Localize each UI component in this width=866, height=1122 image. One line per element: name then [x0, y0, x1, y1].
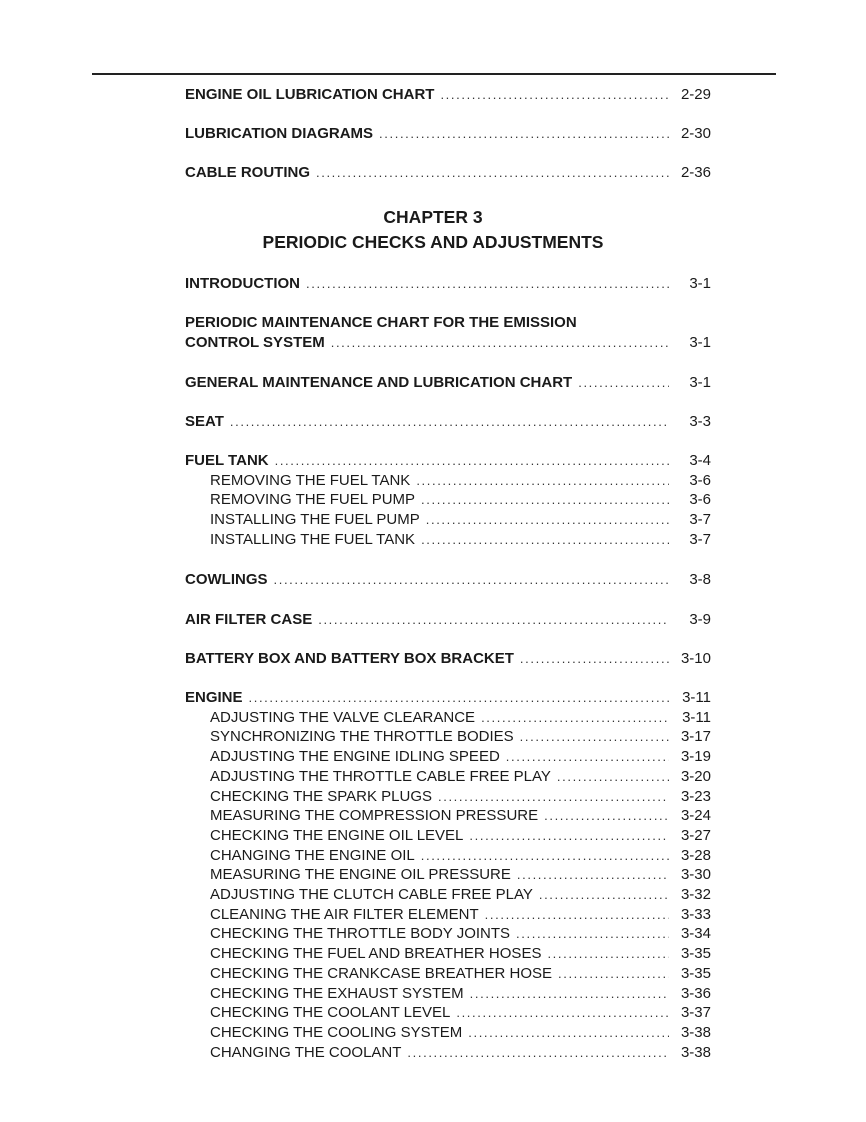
entry-title: ADJUSTING THE CLUTCH CABLE FREE PLAY [210, 886, 533, 904]
toc-subentry[interactable] [185, 510, 711, 530]
dot-leader [230, 412, 669, 432]
toc-subentry[interactable] [185, 905, 711, 925]
dot-leader [379, 124, 669, 144]
toc-subentry[interactable] [185, 984, 711, 1004]
dot-leader [470, 984, 669, 1004]
page-number: 2-29 [680, 86, 711, 103]
entry-title: CABLE ROUTING [185, 164, 310, 181]
entry-title: CHECKING THE FUEL AND BREATHER HOSES [210, 945, 542, 963]
toc-subentry[interactable] [185, 767, 711, 787]
toc-subentry[interactable] [185, 708, 711, 728]
dot-leader [407, 1043, 669, 1063]
page-number: 3-1 [689, 275, 711, 292]
dot-leader [557, 767, 669, 787]
entry-title: INSTALLING THE FUEL TANK [210, 530, 416, 548]
dot-leader [468, 1023, 669, 1043]
page-number: 3-10 [680, 650, 711, 667]
toc-entry-general-maintenance-chart[interactable] [185, 373, 711, 393]
toc-entry-cowlings[interactable] [185, 570, 711, 590]
page-number: 3-32 [680, 886, 711, 904]
entry-title: ENGINE [185, 689, 243, 706]
page-number: 3-23 [680, 787, 711, 805]
dot-leader [485, 905, 669, 925]
dot-leader [274, 570, 670, 590]
page-number: 3-37 [680, 1004, 711, 1022]
page-number: 3-1 [689, 334, 711, 351]
toc-entry-periodic-maintenance-chart[interactable] [185, 313, 711, 353]
page-number: 3-8 [689, 571, 711, 588]
toc-entry-introduction[interactable] [185, 274, 711, 294]
dot-leader [426, 510, 669, 530]
page-number: 3-28 [680, 846, 711, 864]
entry-title: MEASURING THE COMPRESSION PRESSURE [210, 807, 539, 825]
page-number: 3-11 [682, 708, 711, 726]
toc-subentry[interactable] [185, 846, 711, 866]
entry-title: GENERAL MAINTENANCE AND LUBRICATION CHART [185, 374, 573, 391]
entry-title: COWLINGS [185, 571, 268, 588]
entry-title: REMOVING THE FUEL PUMP [210, 491, 416, 509]
page-number: 3-30 [680, 866, 711, 884]
toc-subentry[interactable] [185, 865, 711, 885]
page-number: 3-7 [689, 511, 711, 529]
entry-title: CONTROL SYSTEM [185, 334, 325, 351]
page-number: 3-34 [680, 925, 711, 943]
dot-leader [306, 274, 669, 294]
dot-leader [421, 846, 669, 866]
entry-title: CHECKING THE THROTTLE BODY JOINTS [210, 925, 511, 943]
page-number: 3-11 [682, 689, 711, 706]
toc-subentry[interactable] [185, 727, 711, 747]
page-number: 3-27 [680, 826, 711, 844]
toc-entry-lubrication-diagrams[interactable] [185, 124, 711, 144]
toc-subentry[interactable] [185, 490, 711, 510]
entry-title: BATTERY BOX AND BATTERY BOX BRACKET [185, 650, 514, 667]
page-number: 3-17 [680, 728, 711, 746]
dot-leader [421, 530, 669, 550]
entry-title-line1: PERIODIC MAINTENANCE CHART FOR THE EMISSION [185, 314, 577, 331]
entry-title: CHECKING THE EXHAUST SYSTEM [210, 984, 464, 1002]
entry-title: CHECKING THE SPARK PLUGS [210, 787, 432, 805]
dot-leader [316, 163, 669, 183]
entry-title: ADJUSTING THE VALVE CLEARANCE [210, 708, 476, 726]
dot-leader [544, 806, 669, 826]
dot-leader [516, 924, 669, 944]
page-number: 3-35 [680, 945, 711, 963]
page-number: 3-24 [680, 807, 711, 825]
entry-title: CHECKING THE CRANKCASE BREATHER HOSE [210, 964, 553, 982]
toc-entry-cable-routing[interactable] [185, 163, 711, 183]
toc-entry-battery-box[interactable] [185, 649, 711, 669]
dot-leader [318, 610, 669, 630]
toc-entry-seat[interactable] [185, 412, 711, 432]
page-number: 3-38 [680, 1043, 711, 1061]
dot-leader [517, 865, 669, 885]
dot-leader [558, 964, 669, 984]
entry-title: REMOVING THE FUEL TANK [210, 471, 411, 489]
page-number: 2-36 [680, 164, 711, 181]
dot-leader [275, 451, 669, 471]
toc-subentry[interactable] [185, 787, 711, 807]
entry-title: ADJUSTING THE THROTTLE CABLE FREE PLAY [210, 767, 551, 785]
toc-subentry[interactable] [185, 924, 711, 944]
page-number: 3-1 [689, 374, 711, 391]
page-number: 3-38 [680, 1023, 711, 1041]
dot-leader [421, 490, 669, 510]
dot-leader [249, 688, 669, 708]
page-number: 3-7 [689, 530, 711, 548]
dot-leader [506, 747, 669, 767]
page-number: 3-33 [680, 905, 711, 923]
page-number: 3-6 [689, 471, 711, 489]
page-number: 3-3 [689, 413, 711, 430]
entry-title: ADJUSTING THE ENGINE IDLING SPEED [210, 748, 500, 766]
entry-title: MEASURING THE ENGINE OIL PRESSURE [210, 866, 511, 884]
toc-entry-engine-oil-lubrication-chart[interactable] [185, 85, 711, 105]
page-number: 3-36 [680, 984, 711, 1002]
dot-leader [547, 944, 669, 964]
dot-leader [438, 787, 669, 807]
entry-title: CHECKING THE COOLANT LEVEL [210, 1004, 451, 1022]
toc-subentry[interactable] [185, 944, 711, 964]
entry-title: LUBRICATION DIAGRAMS [185, 125, 374, 142]
toc-subentry[interactable] [185, 747, 711, 767]
toc-subentry[interactable] [185, 1003, 711, 1023]
toc-entry-fuel-tank[interactable] [185, 451, 711, 471]
entry-title: INSTALLING THE FUEL PUMP [210, 511, 420, 529]
toc-subentry[interactable] [185, 471, 711, 491]
toc-entry-engine[interactable] [185, 688, 711, 708]
toc-subentry[interactable] [185, 806, 711, 826]
dot-leader [331, 333, 669, 353]
top-rule [92, 73, 776, 75]
dot-leader [481, 708, 669, 728]
dot-leader [416, 471, 669, 491]
chapter-title: PERIODIC CHECKS AND ADJUSTMENTS [262, 232, 604, 252]
entry-title: SYNCHRONIZING THE THROTTLE BODIES [210, 728, 514, 746]
dot-leader [520, 727, 669, 747]
entry-title: ENGINE OIL LUBRICATION CHART [185, 86, 435, 103]
page-number: 3-4 [689, 452, 711, 469]
toc-section-engine [185, 688, 711, 1062]
page-number: 3-6 [689, 491, 711, 509]
toc-subentry[interactable] [185, 1023, 711, 1043]
entry-title: AIR FILTER CASE [185, 611, 313, 628]
toc-subentry[interactable] [185, 964, 711, 984]
toc-section-fuel-tank [185, 451, 711, 550]
entry-title: CHANGING THE ENGINE OIL [210, 846, 415, 864]
dot-leader [520, 649, 669, 669]
page-number: 2-30 [680, 125, 711, 142]
toc-subentry[interactable] [185, 530, 711, 550]
page-number: 3-20 [680, 767, 711, 785]
entry-title: CHECKING THE ENGINE OIL LEVEL [210, 826, 464, 844]
entry-title: INTRODUCTION [185, 275, 300, 292]
entry-title: SEAT [185, 413, 224, 430]
page-number: 3-35 [680, 964, 711, 982]
entry-title: CHECKING THE COOLING SYSTEM [210, 1023, 463, 1041]
toc-subentry[interactable] [185, 826, 711, 846]
dot-leader [578, 373, 669, 393]
toc-subentry[interactable] [185, 1043, 711, 1063]
dot-leader [456, 1003, 669, 1023]
dot-leader [539, 885, 669, 905]
entry-title: CLEANING THE AIR FILTER ELEMENT [210, 905, 479, 923]
dot-leader [469, 826, 669, 846]
toc-entry-air-filter-case[interactable] [185, 610, 711, 630]
dot-leader [440, 85, 669, 105]
toc-subentry[interactable] [185, 885, 711, 905]
entry-title: CHANGING THE COOLANT [210, 1043, 402, 1061]
entry-title: FUEL TANK [185, 452, 269, 469]
page-number: 3-9 [689, 611, 711, 628]
chapter-number: CHAPTER 3 [383, 207, 483, 227]
page-number: 3-19 [680, 748, 711, 766]
